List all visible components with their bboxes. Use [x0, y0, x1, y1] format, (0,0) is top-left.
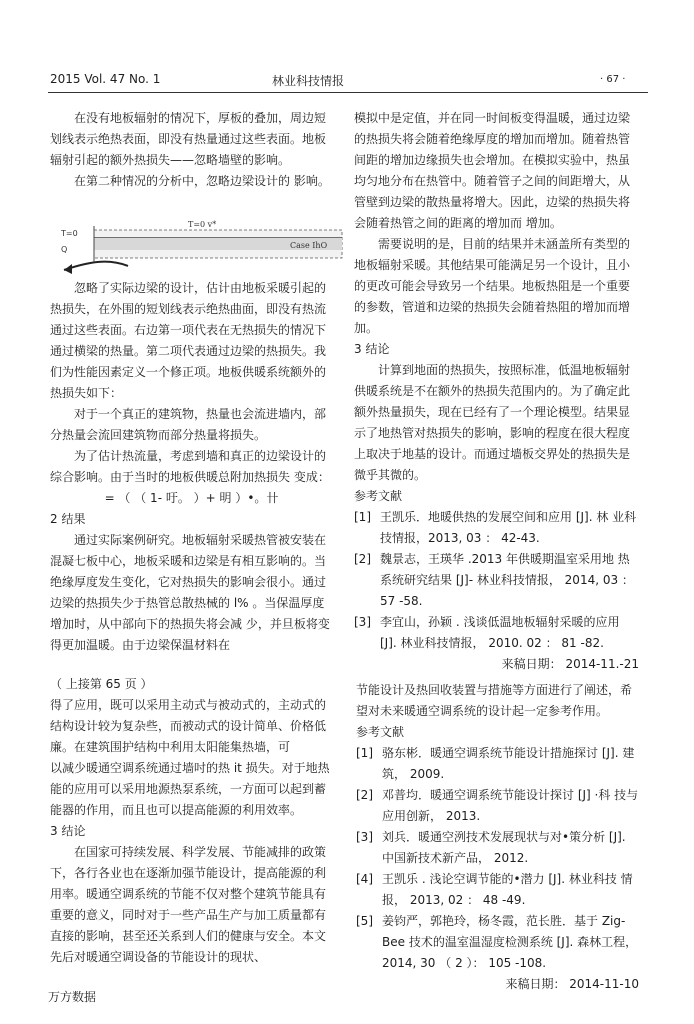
paragraph: 需要说明的是，目前的结果并未涵盖所有类型的地板辐射采暖。其他结果可能满足另一个设计，且小的更改可能会导致另一个结果。地板热阻是一个重要的参数，管道和边梁的热损失会随着热阻的增加而增加。 [354, 237, 631, 335]
reference-number: [5] [356, 914, 373, 928]
paragraph: 节能设计及热回收装置与措施等方面进行了阐述，希望对未来暖通空调系统的设计起一定参考作用。 [356, 683, 633, 718]
continued-note: （ 上接第 65 页 ） [50, 677, 153, 691]
paragraph: 忽略了实际边梁的设计，估计由地板采暖引起的热损失，在外围的短划线表示绝热曲面，即没有热流通过这些表面。右边第一项代表在无热损失的情况下通过横梁的热量。第二项代表通过边梁的热损失。我们为性能因素定义一个修正项。地板供暖系统额外的热损失如下： [50, 281, 327, 400]
reference-text: 魏景志，王瑛华 .2013 年供暖期温室采用地 热系统研究结果 [J]- 林业科技情报， 2014, 03 ： 57 -58. [380, 552, 634, 608]
reference-text: 李宜山，孙颖 . 浅谈低温地板辐射采暖的应用 [J]. 林业科技情报， 2010. 02 ： 81 -82. [380, 615, 620, 650]
section-title: 3 结论 [50, 824, 86, 838]
label-t0: T=0 [61, 229, 78, 238]
watermark-text: 万方数据 [48, 990, 97, 1004]
paragraph: 对于一个真正的建筑物，热量也会流进墙内，部分热量会流回建筑物而部分热量将损失。 [50, 407, 327, 442]
page-number: · 67 · [600, 74, 626, 85]
label-case: Case IhO [290, 241, 328, 250]
reference-item [354, 549, 639, 612]
reference-item [356, 869, 639, 911]
journal-name: 林业科技情报 [272, 74, 345, 88]
reference-text: 刘兵．暖通空洌技术发展现状与对•策分析 [J]. 中国新技术新产品， 2012. [382, 830, 626, 865]
reference-item [356, 785, 639, 827]
figure-graphic [58, 218, 348, 276]
paragraph: 模拟中是定值，并在同一时间板变得温暖，通过边梁的热损失将会随着绝缘厚度的增加而增加。随着热管间距的增加边缘损失也会增加。在模拟实验中，热虽均匀地分布在热管中。随着管子之间的间距增大，从管壁到边梁的散热量将增大。因此，边梁的热损失将会随着热管之间的距离的增加而 增加。 [354, 111, 631, 230]
reference-number: [3] [356, 830, 373, 844]
reference-item [354, 612, 639, 654]
journal-issue: 2015 Vol. 47 No. 1 [50, 72, 161, 86]
reference-number: [2] [354, 552, 371, 566]
label-q: Q [61, 245, 68, 254]
header-rule [48, 92, 648, 93]
reference-text: 邓普均．暖通空调系统节能设计探讨 [J] ·科 技与应用创新， 2013. [382, 788, 639, 823]
paragraph: 在第二种情况的分析中，忽略边梁设计的 影响。 [74, 174, 330, 188]
reference-text: 王凯乐．地暖供热的发展空间和应用 [J]. 林 业科技情报，2013, 03 ： 42-43. [380, 510, 637, 545]
label-top: T=0 v* [188, 220, 217, 229]
paragraph: 以减少暖通空调系统通过墙吋的热 it 损失。对于地热能的应用可以采用地源热泵系统，一方面可以起到蓄能器的作用，而且也可以提高能源的利用效率。 [50, 761, 330, 817]
reference-number: [2] [356, 788, 373, 802]
reference-item [356, 911, 639, 974]
received-date: 来稿日期： 2014-11-10 [505, 977, 639, 991]
paragraph: 通过实际案例研究。地板辐射采暖热管被安装在混凝七板中心，地板采暖和边梁是有相互影响的。当绝缘厚度发生变化，它对热损失的影响会很小。通过边梁的热损失少于热管总散热械的 l% 。当保温厚度增加时，从中部向下的热损失将会减 少，并旦板将变得更加温暖。由于边梁保温材料在 [50, 533, 330, 652]
reference-item [356, 827, 639, 869]
heat-loss-figure [58, 218, 348, 276]
paragraph: 得了应用，既可以采用主动式与被动式的，主动式的结构设计较为复杂些，而被动式的设计简单、价格低廉。在建筑围护结构中利用太阳能集热墙，可 [50, 698, 327, 754]
column-top-left-continued [50, 278, 333, 656]
paragraph: 为了估计热流量，考虑到墙和真正的边梁设计的综合影响。由于当时的地板供暖总附加热损失 变成： [50, 449, 330, 484]
column-top-right [354, 108, 639, 675]
received-date: 来稿日期： 2014-11.-21 [501, 657, 639, 671]
reference-item [354, 507, 639, 549]
paragraph: 在没有地板辐射的情况下，厚板的叠加，周边短划线表示绝热表面，即没有热量通过这些表面。地板辐射引起的额外热损失——忽略墙壁的影响。 [50, 111, 327, 167]
reference-number: [3] [354, 615, 371, 629]
reference-text: 王凯乐 . 浅论空调节能的•潜力 [J]. 林业科技 情报， 2013, 02 ： 48 -49. [382, 872, 633, 907]
column-top-left [50, 108, 333, 192]
column-bottom-left [50, 674, 333, 968]
section-title: 3 结论 [354, 342, 390, 356]
equation: = （ （ 1- 吁。 ）+ 明 ）•。卄 [104, 491, 279, 505]
reference-text: 姜钧严，郭艳玲，杨冬霞，范长胜．基于 Zig-Bee 技术的温室温湿度检测系统 [J]. 森林工程， 2014, 30 （ 2 ）： 105 -108. [382, 914, 638, 970]
references-title: 参考文献 [354, 489, 403, 503]
paragraph: 计算到地面的热损失，按照标准，低温地板辐射供暖系统是不在额外的热损失范围内的。为了确定此额外热量损失，现在已经有了一个理论模型。结果显示了地热管对热损失的影响，影响的程度在很大程度上取决于地基的设计。而通过墙板交界处的热损失是微乎其微的。 [354, 363, 631, 482]
column-bottom-right [356, 680, 639, 995]
paragraph: 在国家可持续发展、科学发展、节能减排的政策下，各行各业也在逐渐加强节能设计，提高能源的利用率。暖通空调系统的节能不仅对整个建筑节能具有重要的意义，同时对于一些产品生产与加工质量都有直接的影响，甚至还关系到人们的健康与安全。本文先后对暖通空调设备的节能设计的现状、 [50, 845, 327, 964]
reference-number: [1] [354, 510, 371, 524]
reference-text: 骆东彬．暖通空调系统节能设计措施探讨 [J]. 建筑， 2009. [382, 746, 635, 781]
reference-item [356, 743, 639, 785]
references-title: 参考文献 [356, 725, 405, 739]
section-title: 2 结果 [50, 512, 86, 526]
reference-number: [4] [356, 872, 373, 886]
reference-number: [1] [356, 746, 373, 760]
heat-flow-arrow [64, 262, 128, 270]
